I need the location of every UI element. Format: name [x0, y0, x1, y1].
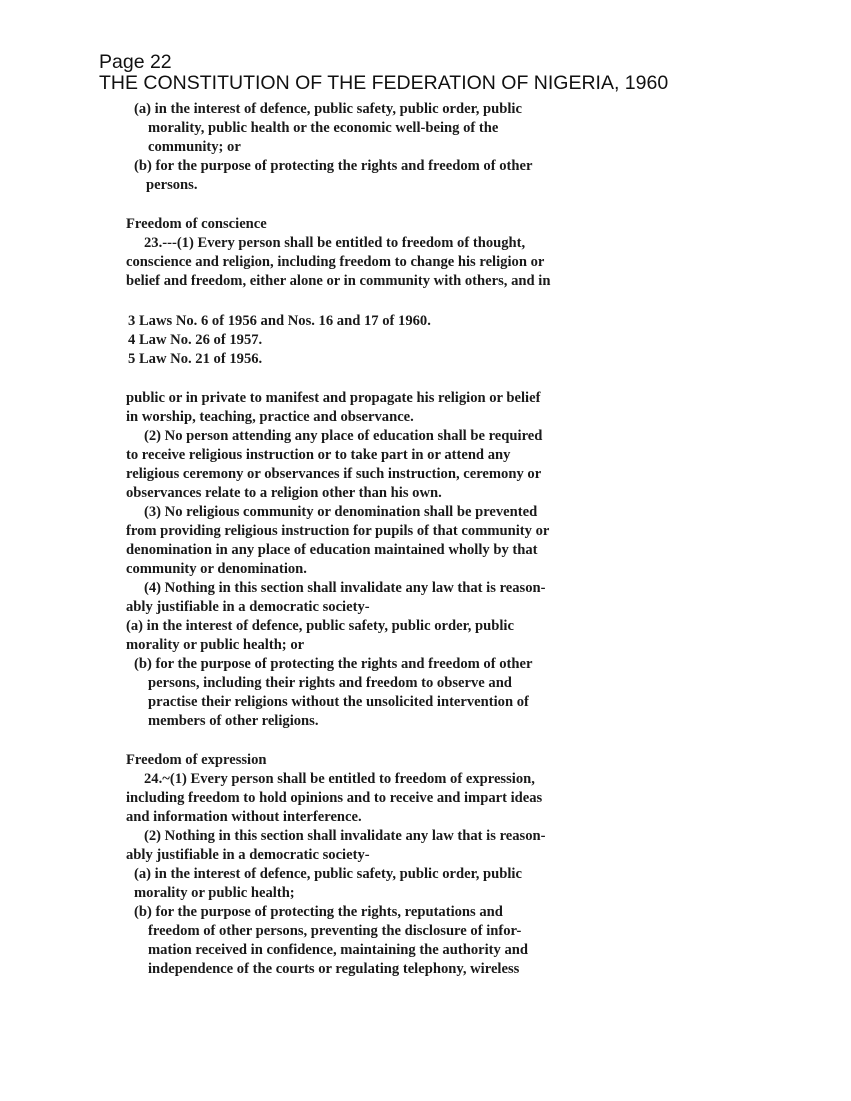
text-line: to receive religious instruction or to take part in or attend any: [126, 447, 511, 463]
text-line: including freedom to hold opinions and to receive and impart ideas: [126, 790, 543, 806]
text-line: (a) in the interest of defence, public safety, public order, public: [126, 618, 514, 634]
text-line: ably justifiable in a democratic society-: [126, 847, 370, 863]
text-line: (b) for the purpose of protecting the rights and freedom of other: [134, 158, 533, 174]
page-label: Page 22: [99, 51, 172, 73]
text-line: independence of the courts or regulating telephony, wireless: [148, 961, 520, 977]
text-line: community; or: [148, 139, 241, 155]
text-line: conscience and religion, including freedom to change his religion or: [126, 254, 545, 270]
text-line: (a) in the interest of defence, public safety, public order, public: [134, 866, 522, 882]
text-line: from providing religious instruction for pupils of that community or: [126, 523, 550, 539]
footnote: 4 Law No. 26 of 1957.: [128, 332, 263, 348]
text-line: (b) for the purpose of protecting the rights, reputations and: [134, 904, 503, 920]
text-line: mation received in confidence, maintaining the authority and: [148, 942, 528, 958]
text-line: practise their religions without the unsolicited intervention of: [148, 694, 529, 710]
page-header: [99, 52, 668, 94]
text-line: (2) Nothing in this section shall invalidate any law that is reason-: [144, 828, 546, 844]
section-heading: Freedom of conscience: [126, 216, 267, 232]
text-line: morality or public health; or: [126, 637, 305, 653]
text-line: 24.~(1) Every person shall be entitled to freedom of expression,: [144, 771, 535, 787]
text-line: (4) Nothing in this section shall invalidate any law that is reason-: [144, 580, 546, 596]
text-line: community or denomination.: [126, 561, 307, 577]
text-line: in worship, teaching, practice and observance.: [126, 409, 414, 425]
text-line: (b) for the purpose of protecting the rights and freedom of other: [134, 656, 533, 672]
text-line: (3) No religious community or denomination shall be prevented: [144, 504, 538, 520]
text-line: members of other religions.: [148, 713, 319, 729]
text-line: public or in private to manifest and propagate his religion or belief: [126, 390, 541, 406]
footnote: 3 Laws No. 6 of 1956 and Nos. 16 and 17 of 1960.: [128, 313, 431, 329]
text-line: (a) in the interest of defence, public safety, public order, public: [134, 101, 522, 117]
text-line: morality, public health or the economic well-being of the: [148, 120, 499, 136]
page-title: THE CONSTITUTION OF THE FEDERATION OF NIGERIA, 1960: [99, 72, 669, 94]
footnote: 5 Law No. 21 of 1956.: [128, 351, 263, 367]
text-line: persons.: [146, 177, 198, 193]
text-line: 23.---(1) Every person shall be entitled to freedom of thought,: [144, 235, 526, 251]
text-line: belief and freedom, either alone or in community with others, and in: [126, 273, 551, 289]
text-line: denomination in any place of education maintained wholly by that: [126, 542, 538, 558]
text-line: (2) No person attending any place of education shall be required: [144, 428, 543, 444]
text-line: and information without interference.: [126, 809, 362, 825]
section-heading: Freedom of expression: [126, 752, 267, 768]
text-line: freedom of other persons, preventing the disclosure of infor-: [148, 923, 522, 939]
text-line: observances relate to a religion other than his own.: [126, 485, 442, 501]
text-line: religious ceremony or observances if such instruction, ceremony or: [126, 466, 542, 482]
text-line: morality or public health;: [134, 885, 295, 901]
text-line: ably justifiable in a democratic society-: [126, 599, 370, 615]
text-line: persons, including their rights and freedom to observe and: [148, 675, 512, 691]
